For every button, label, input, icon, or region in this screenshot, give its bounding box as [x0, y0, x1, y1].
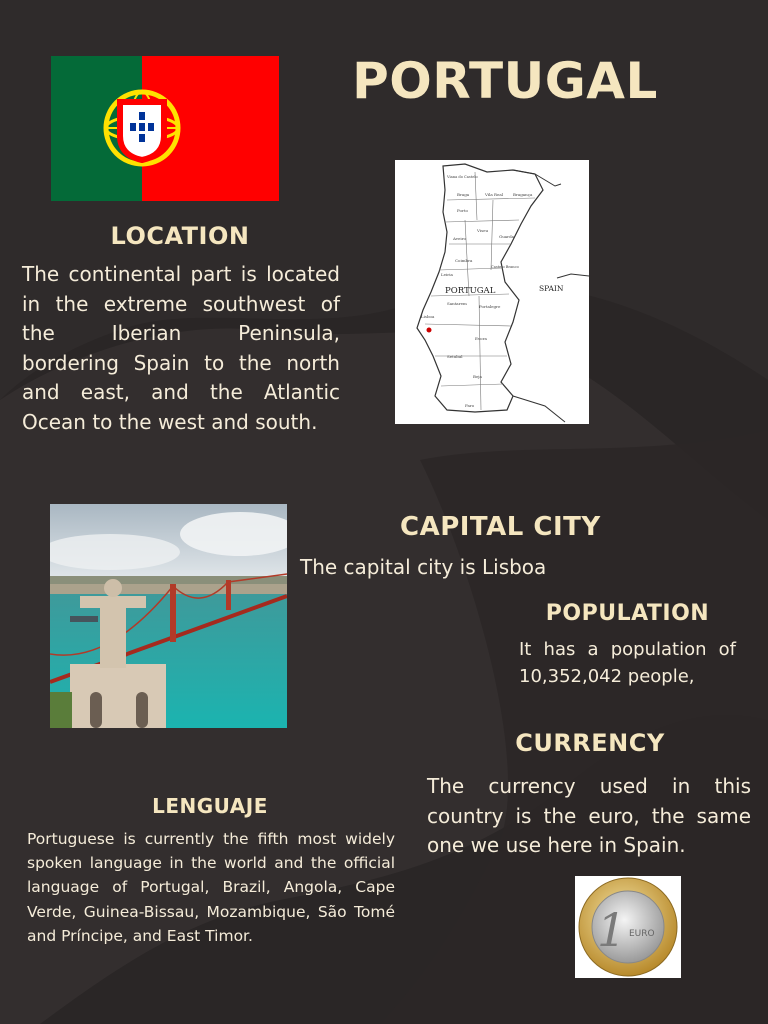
coin-word: EURO [629, 929, 655, 939]
currency-heading: CURRENCY [515, 729, 665, 757]
map-district: Coimbra [455, 258, 473, 263]
language-heading: LENGUAJE [152, 794, 268, 818]
map-neighbor-label: SPAIN [539, 284, 564, 293]
page-title: PORTUGAL [352, 52, 658, 110]
capital-heading: CAPITAL CITY [400, 512, 601, 542]
map-district: Evora [475, 336, 487, 341]
map-district: Santarem [447, 301, 467, 306]
map-district: Vila Real [485, 192, 504, 197]
map-district: Porto [457, 208, 468, 213]
location-text: The continental part is located in the extreme southwest of the Iberian Peninsula, bordering Spain to the north and east, and the Atlantic Ocean to the west and south. [22, 262, 340, 434]
map-district: Beja [473, 374, 482, 379]
location-heading: LOCATION [110, 222, 250, 250]
map-district: Viseu [477, 228, 489, 233]
lisbon-bridge-photo [50, 504, 287, 728]
portugal-flag [51, 56, 279, 201]
euro-coin-image [575, 876, 681, 978]
map-district: Faro [465, 403, 475, 408]
map-district: Aveiro [453, 236, 466, 241]
map-district: Leiria [441, 272, 453, 277]
map-district: Lisboa [421, 314, 435, 319]
coin-numeral: 1 [597, 903, 627, 957]
capital-text: The capital city is Lisboa [300, 555, 547, 579]
population-text: It has a population of 10,352,042 people, [519, 639, 736, 687]
map-district: Guarda [499, 234, 515, 239]
map-district: Setubal [447, 354, 463, 359]
map-country-label: PORTUGAL [445, 286, 496, 296]
portugal-map [395, 160, 589, 424]
map-district: Bragança [513, 192, 533, 197]
map-district: Castelo Branco [491, 265, 519, 269]
population-heading: POPULATION [545, 601, 710, 626]
map-district: Portalegre [479, 304, 501, 309]
map-district: Braga [457, 192, 470, 197]
language-text: Portuguese is currently the fifth most widely spoken language in the world and the official language of Portugal, Brazil, Angola, Cape Verde, Guinea-Bissau, Mozambique, São Tomé and Príncipe, and East Timor. [27, 830, 395, 945]
currency-text: The currency used in this country is the euro, the same one we use here in Spain. [427, 774, 751, 857]
map-district: Viana do Castelo [447, 175, 478, 179]
